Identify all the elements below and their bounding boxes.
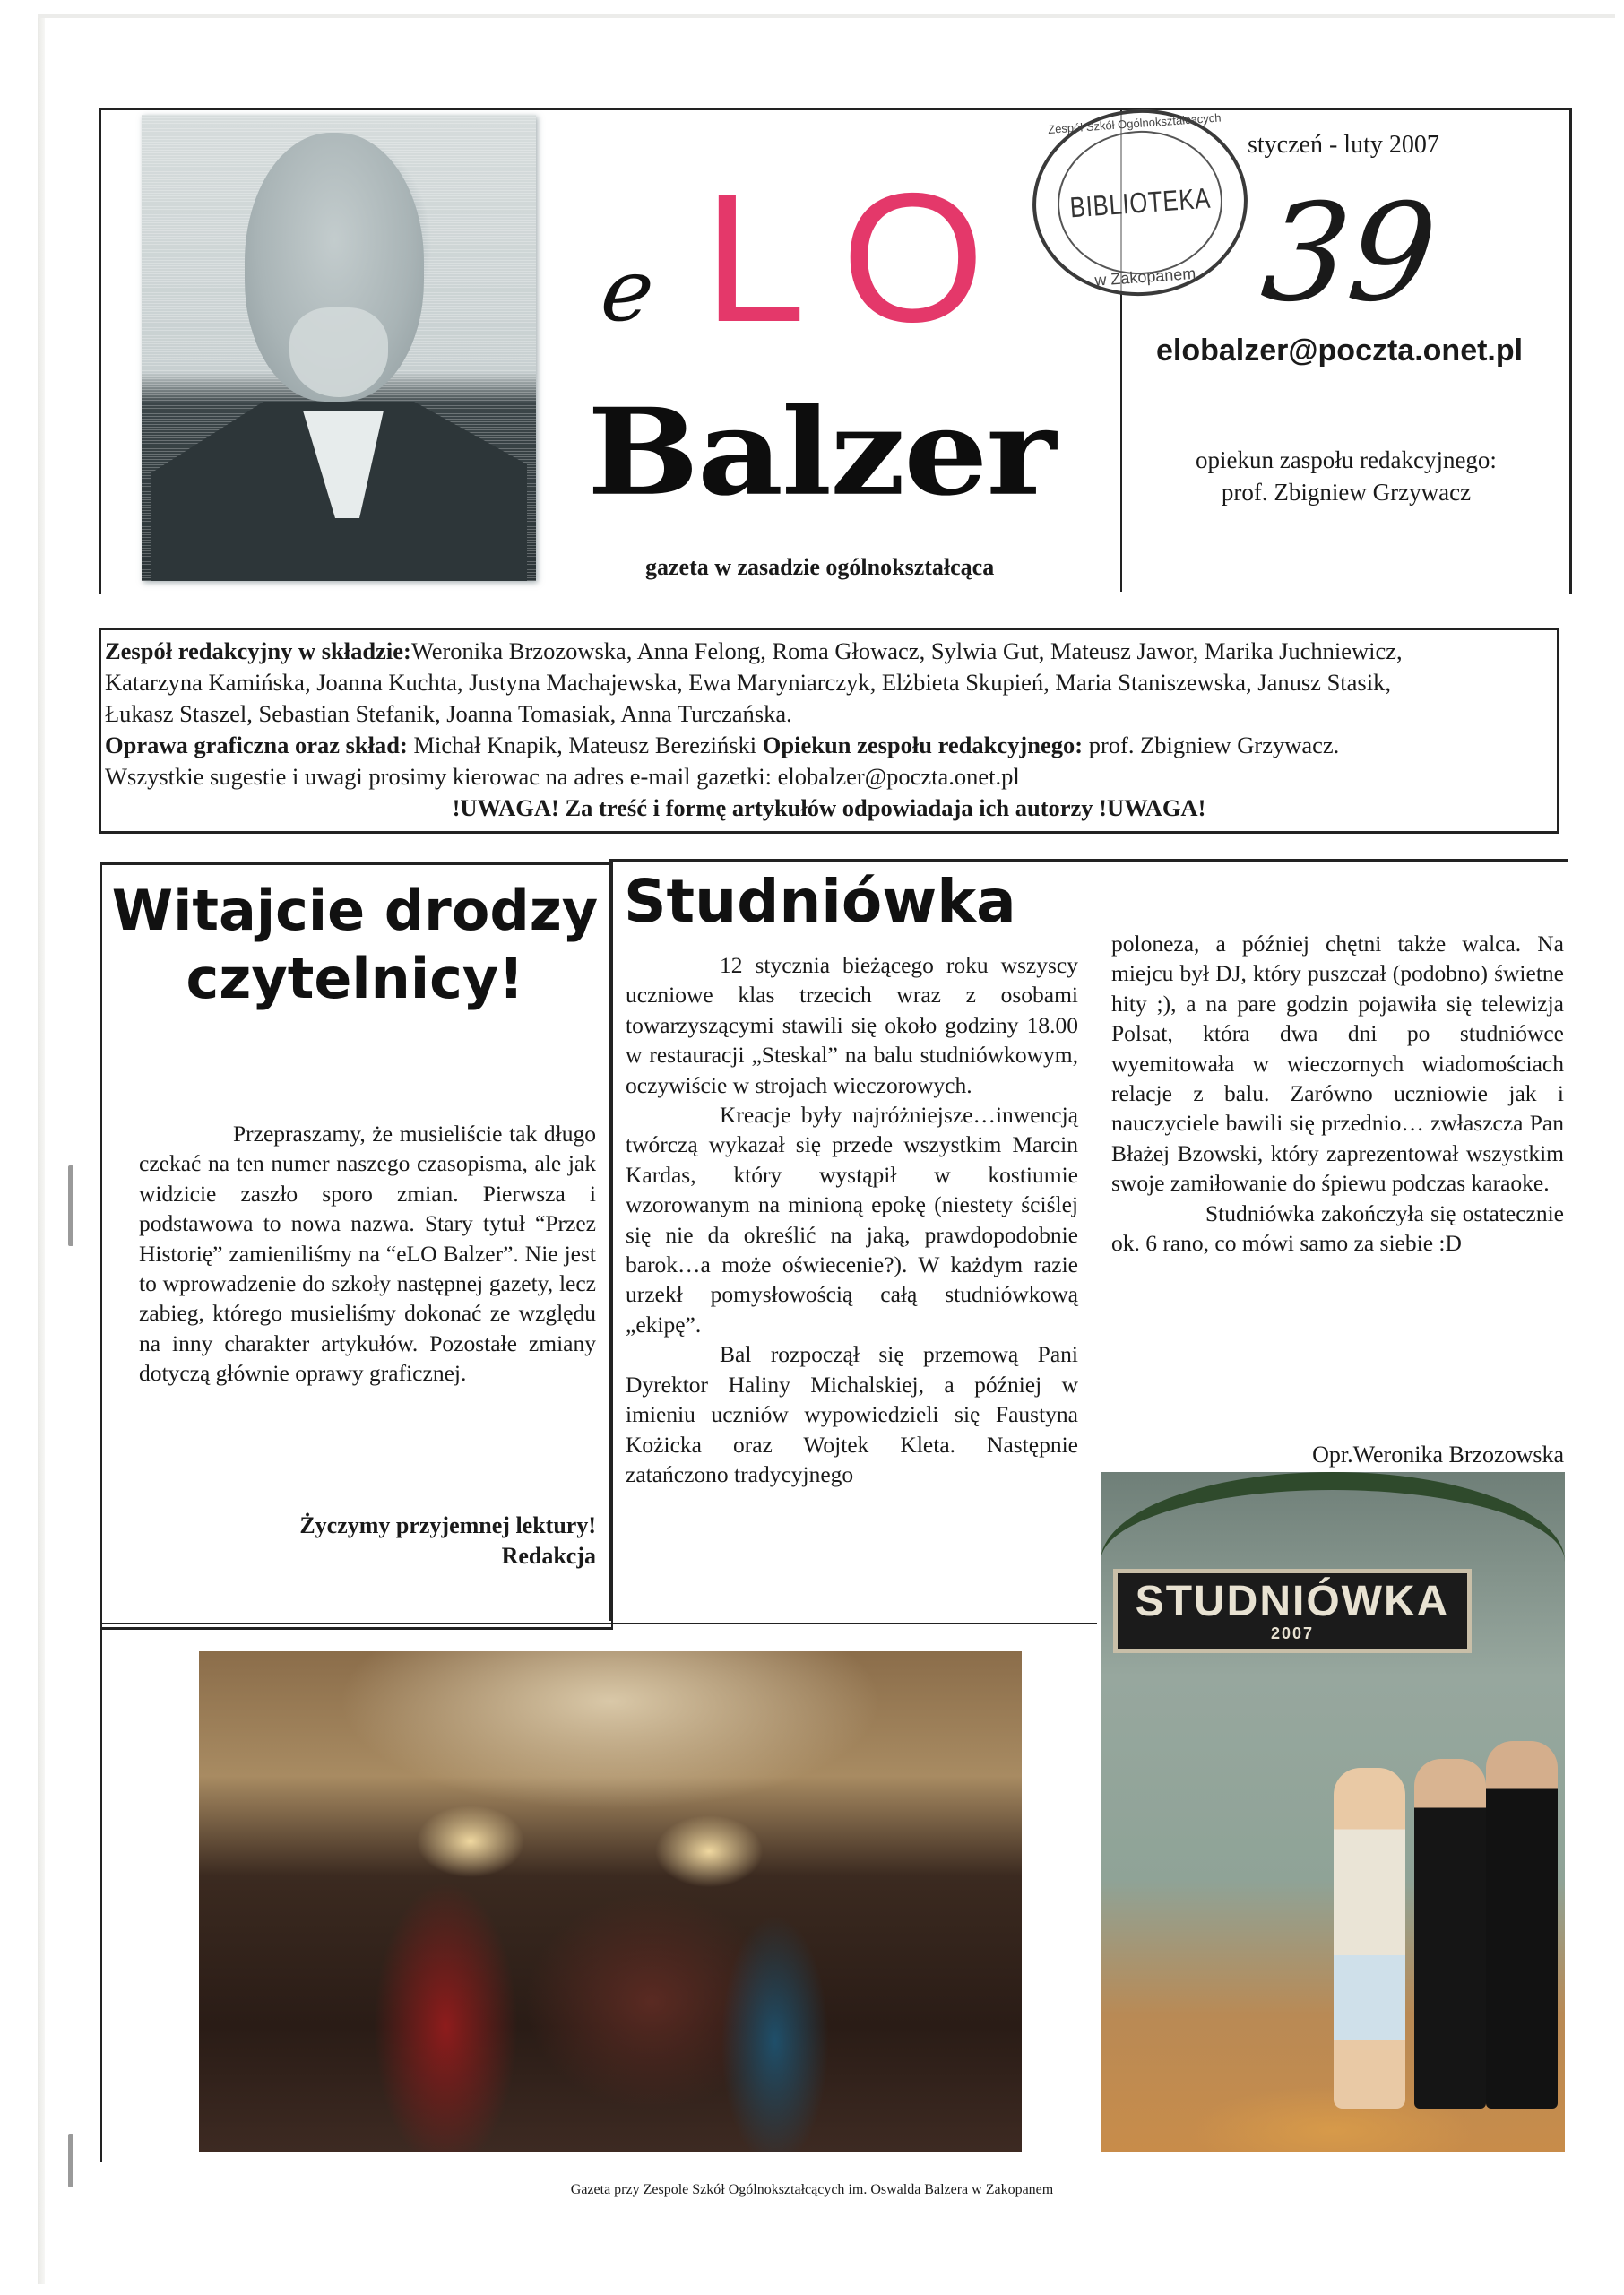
advisor-label-staff: Opiekun zespołu redakcyjnego: [762, 732, 1084, 758]
welcome-sign-off [139, 1511, 596, 1572]
article-paragraph: 12 stycznia bieżącego roku wszyscy uczniowe klas trzecich wraz z osobami towarzyszącymi stawili się około godziny 18.00 w restauracji „Steskal” na balu studniówkowym, oczywiście w strojach wieczorowych. [626, 952, 1078, 1098]
article-paragraph: Kreacje były najróżniejsze…inwencją twórczą wykazał się przede wszystkim Marcin Kardas, który wystąpił w kostiumie wzorowanym na minioną epokę (niestety ściślej się nie da określić na jaką, prawdopodobnie barok…a może oświecenie?). W każdym razie urzekł pomysłowością całą studniówkową „ekipę”. [626, 1102, 1078, 1338]
article-column-2 [1111, 929, 1564, 1258]
contact-line: Wszystkie sugestie i uwagi prosimy kierowac na adres e-mail gazetki: elobalzer@poczta.onet.pl [105, 763, 1020, 790]
article-paragraph: Studniówka zakończyła się ostatecznie ok. 6 rano, co mówi samo za siebie :D [1111, 1199, 1564, 1257]
article-left-rule [609, 859, 611, 1621]
contact-email[interactable]: elobalzer@poczta.onet.pl [1156, 333, 1524, 368]
tagline: gazeta w zasadzie ogólnokształcąca [645, 554, 995, 580]
warning-line: !UWAGA! Za treść i formę artykułów odpowiadaja ich autorzy !UWAGA! [452, 794, 1206, 821]
welcome-body [139, 1119, 596, 1389]
advisor-label: opiekun zaspołu redakcyjnego: [1196, 446, 1497, 473]
article-byline: Opr.Weronika Brzozowska [1312, 1442, 1564, 1468]
design-names: Michał Knapik, Mateusz Bereziński [407, 732, 763, 758]
staff-box [99, 628, 1559, 834]
stamp-label: BIBLIOTEKA [1068, 181, 1212, 223]
dance-floor-photo [199, 1651, 1022, 2152]
logo-prefix: e [595, 240, 661, 341]
team-line-3: Łukasz Staszel, Sebastian Stefanik, Joanna Tomasiak, Anna Turczańska. [105, 700, 792, 727]
issue-number: 39 [1255, 176, 1444, 332]
team-line-2: Katarzyna Kamińska, Joanna Kuchta, Justyna Machajewska, Ewa Maryniarczyk, Elżbieta Skupień, Maria Staniszewska, Janusz Stasik, [105, 669, 1391, 696]
advisor-info [1131, 444, 1561, 508]
team-line-1: Weronika Brzozowska, Anna Felong, Roma Głowacz, Sylwia Gut, Mateusz Jawor, Marika Juchniewicz, [410, 637, 1403, 664]
stamp-ring-bottom: w Zakopanem [1093, 264, 1196, 290]
page-edge [38, 16, 45, 2284]
welcome-closing: Życzymy przyjemnej lektury! [299, 1512, 596, 1538]
welcome-signature: Redakcja [501, 1543, 596, 1569]
portrait-photo [142, 115, 536, 581]
staple-mark [68, 2134, 73, 2187]
article-column-1 [626, 950, 1078, 1489]
stage-sign-year: 2007 [1270, 1624, 1315, 1642]
staple-mark [68, 1165, 73, 1246]
logo-name: Balzer [587, 381, 1055, 523]
stage-photo [1101, 1472, 1565, 2152]
article-paragraph: Bal rozpoczął się przemową Pani Dyrektor Haliny Michalskiej, a później w imieniu uczniów wypowiedzieli się Faustyna Kożicka oraz Wojtek Kleta. Następnie zatańczono tradycyjnego [626, 1341, 1078, 1487]
stamp-ring-top: Zespół Szkół Ogólnokształcących [1047, 110, 1222, 136]
team-label: Zespół redakcyjny w składzie: [105, 637, 411, 664]
stage-sign-main: STUDNIÓWKA [1135, 1577, 1450, 1625]
advisor-name: prof. Zbigniew Grzywacz [1221, 479, 1472, 506]
advisor-name-staff: prof. Zbigniew Grzywacz. [1083, 732, 1340, 758]
article-paragraph: poloneza, a później chętni także walca. Na miejcu był DJ, który puszczał (podobno) świetne hity ;), a na pare godzin pojawiła się telewizja Polsat, która dwa dni po studniówce wyemitowała w wieczornych wiadomościach relacje z balu. Zarówno uczniowie jak i nauczyciele bawili się przednio… zwłaszcza Pan Błażej Bzowski, który zaprezentował wszystkim swoje zamiłowanie do śpiewu podczas karaoke. [1111, 931, 1564, 1197]
issue-date: styczeń - luty 2007 [1248, 131, 1439, 159]
design-label: Oprawa graficzna oraz skład: [105, 732, 408, 758]
footer-text: Gazeta przy Zespole Szkół Ogólnokształcących im. Oswalda Balzera w Zakopanem [570, 2182, 1054, 2197]
page-top-edge [38, 14, 1615, 18]
welcome-title: Witajcie drodzy czytelnicy! [111, 878, 599, 1011]
logo-main: LO [704, 155, 1021, 360]
welcome-paragraph: Przepraszamy, że musieliście tak długo czekać na ten numer naszego czasopisma, ale jak widzicie zaszło sporo zmian. Pierwsza i podstawowa to nowa nazwa. Stary tytuł “Przez Historię” zamieniliśmy na “eLO Balzer”. Nie jest to wprowadzenie do szkoły następnej gazety, lecz zabieg, którego musieliśmy dokonać ze względu na inny charakter artykułów. Pozostałe zmiany dotyczą głównie oprawy graficznej. [139, 1121, 596, 1387]
stage-sign [1113, 1569, 1472, 1653]
article-title: Studniówka [624, 867, 1016, 936]
